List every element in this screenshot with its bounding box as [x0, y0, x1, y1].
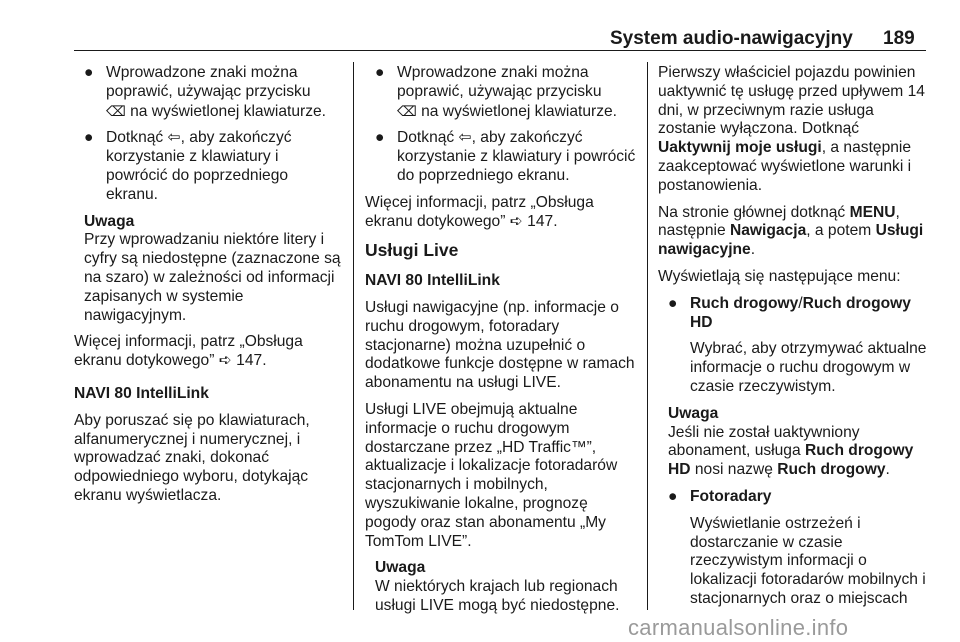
note-text: nosi nazwę	[690, 461, 778, 479]
bullet-icon: ●	[84, 129, 94, 147]
paragraph	[658, 64, 928, 196]
bullet-item	[365, 64, 637, 121]
reference-text: Więcej informacji, patrz „Obsługa ekranu dotykowego”	[74, 333, 303, 370]
subheading: NAVI 80 IntelliLink	[365, 272, 500, 290]
note-heading: Uwaga	[668, 404, 719, 422]
paragraph-text: Pierwszy właściciel pojazdu powinien uaktywnić tę usługę przed upływem 14 dni, w przeciwnym razie usługa zostanie wyłączona. Dotknąć	[658, 64, 925, 138]
reference-page: 147.	[231, 352, 267, 370]
watermark: carmanualsonline.info	[628, 615, 849, 640]
paragraph: Usługi LIVE obejmują aktualne informacje o ruchu drogowym dostarczane przez „HD Traffic™”, aktualizacje i lokalizacje fotoradarów stacjonarnych i mobilnych, wyszukiwanie lokalne, prognozę pogody oraz stan abonamentu „My TomTom LIVE”.	[365, 400, 618, 550]
note-body	[668, 424, 928, 480]
column-3	[658, 64, 928, 617]
bullet-text: Dotknąć	[106, 129, 168, 147]
bullet-item	[365, 129, 637, 185]
bullet-text: na wyświetlonej klawiaturze.	[416, 102, 618, 120]
cross-reference	[74, 333, 342, 371]
bullet-description: Wybrać, aby otrzymywać aktualne informacje o ruchu drogowym w czasie rzeczywistym.	[690, 340, 927, 395]
paragraph-text: , a potem	[806, 222, 876, 240]
note-heading: Uwaga	[84, 212, 135, 230]
paragraph-text: , a następnie zaakceptować wyświetlone warunki i postanowienia.	[658, 139, 912, 194]
reference-arrow-icon: ➪	[218, 352, 232, 370]
reference-arrow-icon: ➪	[509, 212, 523, 230]
paragraph-text: , następnie	[658, 203, 900, 240]
slash-separator: /	[798, 294, 803, 312]
column-2	[365, 64, 637, 624]
page-header-title: System audio-nawigacyjny	[610, 28, 853, 49]
cross-reference	[365, 194, 637, 232]
note-body: Przy wprowadzaniu niektóre litery i cyfry są niedostępne (zaznaczone są na szaro) w zależności od informacji zapisanych w systemie nawigacyjnym.	[84, 231, 341, 324]
menu-option-traffic-hd: Ruch drogowy HD	[668, 442, 914, 479]
header-rule	[74, 50, 926, 51]
bullet-item	[658, 488, 928, 507]
paragraph: Usługi nawigacyjne (np. informacje o ruchu drogowym, fotoradary stacjonarne) można uzupełnić o dodatkowe funkcje dostępne w ramach abonamentu na usługi LIVE.	[365, 298, 635, 392]
menu-option-nav-services: Usługi nawigacyjne	[658, 222, 924, 259]
bullet-item	[74, 64, 342, 121]
bullet-text: Wprowadzone znaki można poprawić, używając przycisku	[397, 64, 602, 100]
back-arrow-icon: ⇦	[167, 129, 181, 147]
page-number: 189	[883, 28, 915, 49]
menu-option-speed-cameras: Fotoradary	[690, 487, 772, 505]
section-title: Usługi Live	[365, 240, 459, 261]
paragraph	[658, 204, 928, 260]
note-text: .	[885, 461, 890, 479]
paragraph: Wyświetlają się następujące menu:	[658, 267, 901, 285]
bullet-icon: ●	[84, 64, 94, 81]
backspace-icon: ⌫	[397, 102, 417, 119]
back-arrow-icon: ⇦	[458, 129, 472, 147]
menu-option-menu: MENU	[849, 203, 896, 221]
backspace-icon: ⌫	[106, 102, 126, 119]
bullet-text: , aby zakończyć korzystanie z klawiatury i powrócić do poprzedniego ekranu.	[106, 129, 292, 203]
bullet-icon: ●	[375, 129, 385, 147]
menu-option-traffic: Ruch drogowy	[690, 294, 799, 312]
note-block	[74, 213, 342, 326]
bullet-text: na wyświetlonej klawiaturze.	[125, 102, 327, 120]
menu-option-activate: Uaktywnij moje usługi	[658, 139, 822, 157]
menu-option-navigation: Nawigacja	[729, 222, 807, 240]
bullet-text: Wprowadzone znaki można poprawić, używając przycisku	[106, 64, 311, 100]
bullet-text: , aby zakończyć korzystanie z klawiatury i powrócić do poprzedniego ekranu.	[397, 129, 636, 184]
note-text: Jeśli nie został uaktywniony abonament, usługa	[668, 423, 860, 460]
bullet-description: Wyświetlanie ostrzeżeń i dostarczanie w czasie rzeczywistym informacji o lokalizacji fotoradarów mobilnych i stacjonarnych oraz o miejscach	[690, 514, 926, 607]
bullet-text: Dotknąć	[397, 129, 459, 147]
reference-page: 147.	[522, 212, 558, 230]
bullet-item	[74, 129, 342, 204]
paragraph-text: Na stronie głównej dotknąć	[658, 203, 850, 221]
bullet-icon: ●	[375, 64, 385, 81]
menu-option-traffic-hd: Ruch drogowy HD	[690, 294, 911, 331]
bullet-icon: ●	[668, 294, 678, 312]
note-heading: Uwaga	[375, 559, 426, 577]
column-divider-2	[647, 62, 648, 610]
bullet-item	[658, 295, 928, 333]
paragraph-text: .	[750, 241, 756, 259]
paragraph: Aby poruszać się po klawiaturach, alfanumerycznej i numerycznej, i wprowadzać znaki, dokonać odpowiedniego wyboru, dotykając ekranu wyświetlacza.	[74, 411, 310, 504]
reference-text: Więcej informacji, patrz „Obsługa ekranu dotykowego”	[365, 193, 594, 230]
subheading: NAVI 80 IntelliLink	[74, 384, 209, 402]
note-block	[658, 405, 928, 480]
bullet-icon: ●	[668, 487, 678, 505]
note-block	[365, 559, 637, 615]
column-divider-1	[353, 62, 354, 610]
column-1	[74, 64, 342, 514]
note-body: W niektórych krajach lub regionach usługi LIVE mogą być niedostępne.	[375, 578, 620, 614]
menu-option-traffic: Ruch drogowy	[777, 461, 886, 479]
